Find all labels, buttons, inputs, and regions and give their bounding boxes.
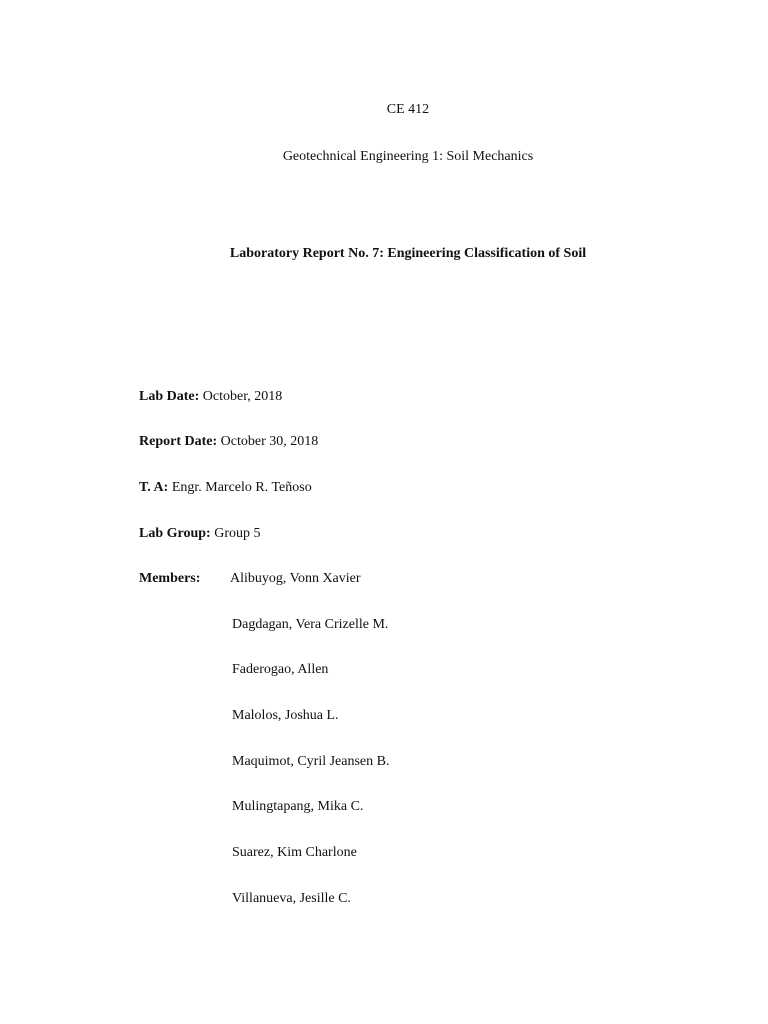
member-item: Malolos, Joshua L. xyxy=(232,708,339,724)
member-item: Suarez, Kim Charlone xyxy=(232,845,357,861)
lab-date-field xyxy=(139,389,282,405)
lab-date-value: October, 2018 xyxy=(202,389,283,404)
member-item: Villanueva, Jesille C. xyxy=(232,890,351,906)
lab-group-field xyxy=(139,526,261,542)
report-date-value: October 30, 2018 xyxy=(220,434,319,449)
ta-value: Engr. Marcelo R. Teñoso xyxy=(171,480,312,495)
lab-group-label: Lab Group: xyxy=(139,526,211,541)
report-title: Laboratory Report No. 7: Engineering Classification of Soil xyxy=(229,246,587,261)
member-item: Alibuyog, Vonn Xavier xyxy=(230,571,361,586)
member-item: Maquimot, Cyril Jeansen B. xyxy=(232,753,390,769)
members-field xyxy=(139,571,200,587)
course-code: CE 412 xyxy=(386,102,430,117)
members-label: Members: xyxy=(139,571,201,586)
ta-label: T. A: xyxy=(139,480,169,495)
ta-field xyxy=(139,480,312,496)
members-list xyxy=(230,571,390,937)
member-item: Faderogao, Allen xyxy=(232,662,329,678)
report-date-label: Report Date: xyxy=(139,434,218,449)
lab-group-value: Group 5 xyxy=(214,526,261,541)
member-item: Dagdagan, Vera Crizelle M. xyxy=(232,616,389,632)
report-date-field xyxy=(139,434,318,450)
member-item: Mulingtapang, Mika C. xyxy=(232,799,364,815)
course-name: Geotechnical Engineering 1: Soil Mechanics xyxy=(282,149,534,164)
lab-date-label: Lab Date: xyxy=(139,389,200,404)
